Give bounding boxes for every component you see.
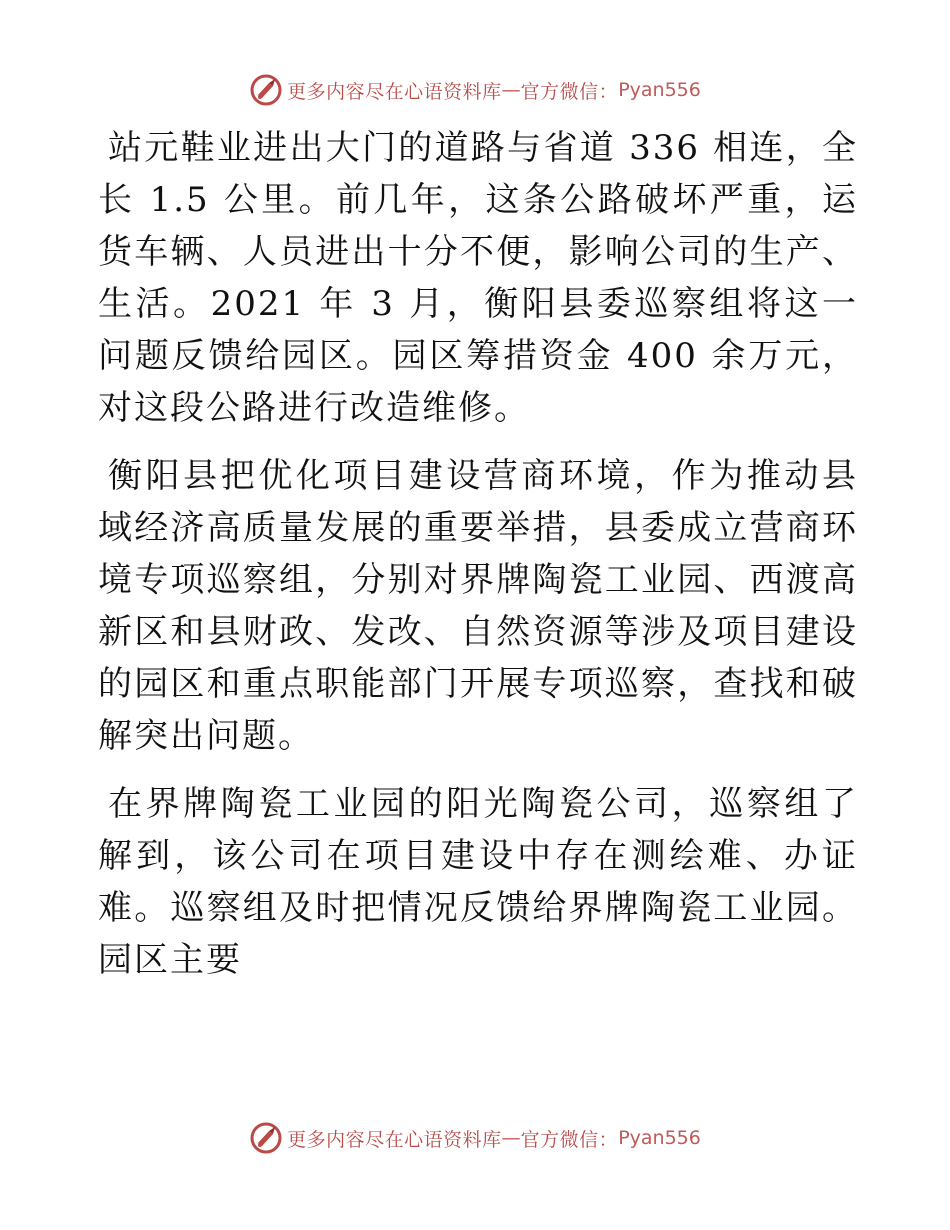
document-body xyxy=(98,122,858,1002)
watermark-text: 更多内容尽在心语资料库 xyxy=(287,80,502,103)
footer-watermark xyxy=(0,1118,950,1158)
watermark-wechat-label: 官方微信： xyxy=(520,1128,619,1151)
paragraph-1: 站元鞋业进出大门的道路与省道 336 相连，全长 1.5 公里。前几年，这条公路破坏严重，运货车辆、人员进出十分不便，影响公司的生产、生活。2021 年 3 月，衡阳县委巡察组将这一问题反馈给园区。园区筹措资金 400 余万元，对这段公路进行改造维修。 xyxy=(98,128,858,428)
seal-logo-icon xyxy=(249,73,283,107)
header-watermark xyxy=(0,70,950,110)
seal-logo-icon xyxy=(249,1121,283,1155)
watermark-separator: — xyxy=(501,79,521,101)
watermark-wechat-id: Pyan556 xyxy=(618,1127,701,1149)
watermark-wechat-label: 官方微信： xyxy=(520,80,619,103)
watermark-separator: — xyxy=(501,1127,521,1149)
watermark-wechat-id: Pyan556 xyxy=(618,79,701,101)
watermark-text: 更多内容尽在心语资料库 xyxy=(287,1128,502,1151)
paragraph-2: 衡阳县把优化项目建设营商环境，作为推动县域经济高质量发展的重要举措，县委成立营商环境专项巡察组，分别对界牌陶瓷工业园、西渡高新区和县财政、发改、自然资源等涉及项目建设的园区和重点职能部门开展专项巡察，查找和破解突出问题。 xyxy=(98,456,858,756)
paragraph-3: 在界牌陶瓷工业园的阳光陶瓷公司，巡察组了解到，该公司在项目建设中存在测绘难、办证难。巡察组及时把情况反馈给界牌陶瓷工业园。园区主要 xyxy=(98,784,858,980)
